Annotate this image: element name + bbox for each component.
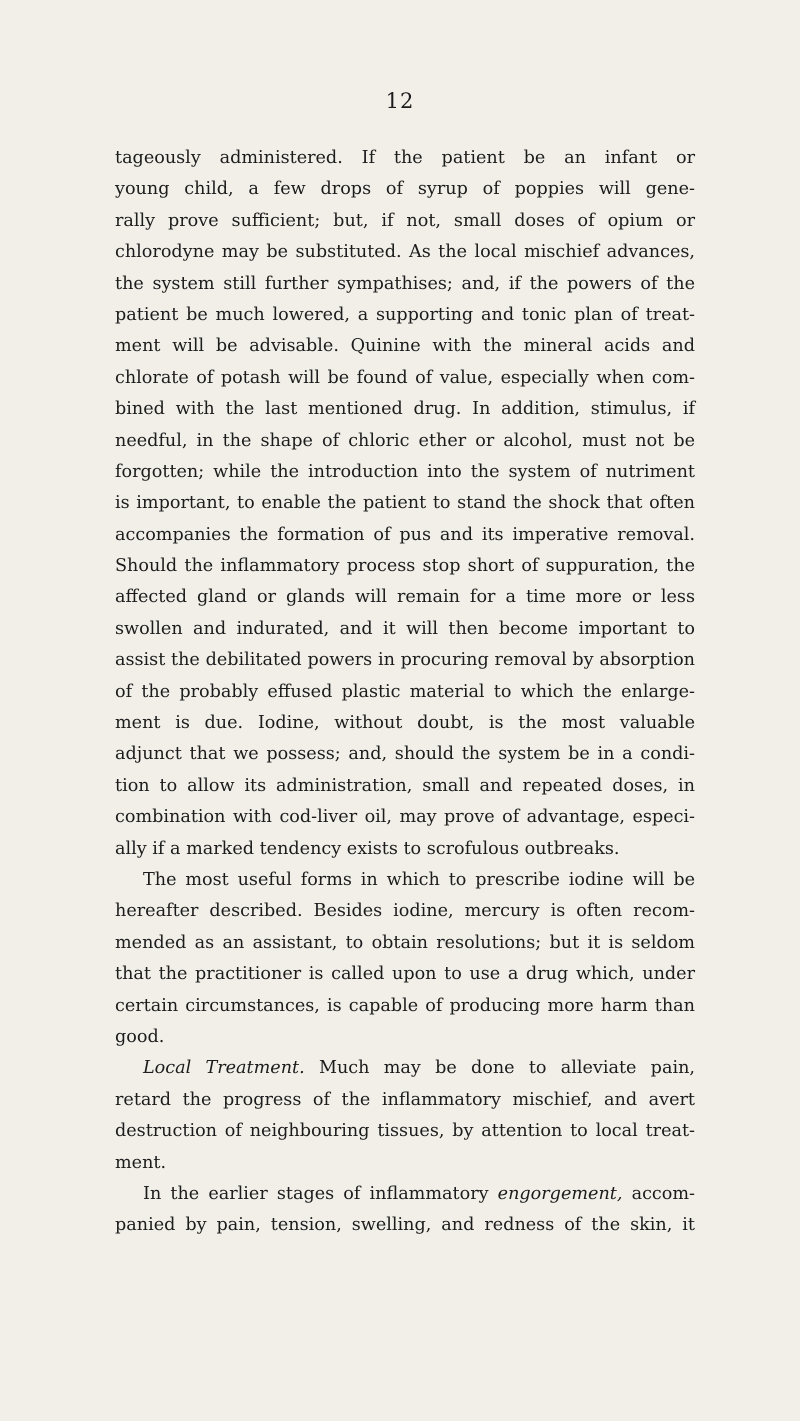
text-line: that the practitioner is called upon to use a drug which, under (115, 964, 695, 985)
text-line: of the probably effused plastic material to which the enlarge- (115, 681, 695, 702)
text-span: In the earlier stages of inflammatory (143, 1183, 498, 1204)
emphasis-engorgement: engorgement, (497, 1183, 623, 1204)
text-line: young child, a few drops of syrup of poppies will gene- (115, 179, 695, 200)
text-line: Should the inflammatory process stop short of suppuration, the (115, 556, 695, 577)
text-line (115, 1179, 695, 1210)
page-number: 12 (385, 89, 415, 113)
text-line: bined with the last mentioned drug. In addition, stimulus, if (115, 399, 695, 420)
text-line: panied by pain, tension, swelling, and redness of the skin, it (115, 1215, 695, 1236)
text-line: mended as an assistant, to obtain resolutions; but it is seldom (115, 932, 695, 953)
text-line: ment is due. Iodine, without doubt, is the most valuable (115, 713, 695, 734)
text-line: retard the progress of the inflammatory mischief, and avert (115, 1089, 695, 1110)
paragraph-1 (115, 143, 695, 865)
text-line (115, 1053, 695, 1084)
text-line: good. (115, 1026, 165, 1047)
text-line: tageously administered. If the patient be an infant or (115, 148, 695, 168)
text-line: swollen and indurated, and it will then become important to (115, 618, 695, 639)
text-line: chlorodyne may be substituted. As the local mischief advances, (115, 242, 695, 263)
text-line: accompanies the formation of pus and its imperative removal. (115, 524, 695, 545)
section-heading-local-treatment: Local Treatment. (143, 1058, 305, 1079)
text-line: patient be much lowered, a supporting and tonic plan of treat- (115, 304, 695, 325)
text-line: forgotten; while the introduction into the system of nutriment (115, 461, 695, 482)
text-line: The most useful forms in which to prescribe iodine will be (143, 869, 695, 890)
paragraph-local-treatment (115, 1053, 695, 1179)
text-line: ment will be advisable. Quinine with the mineral acids and (115, 336, 695, 357)
text-line: chlorate of potash will be found of value, especially when com- (115, 367, 695, 388)
text-line: adjunct that we possess; and, should the system be in a condi- (115, 744, 695, 765)
text-line: ment. (115, 1152, 167, 1173)
text-line: affected gland or glands will remain for a time more or less (115, 587, 695, 608)
text-line: assist the debilitated powers in procuring removal by absorption (115, 650, 695, 671)
paragraph-4 (115, 1179, 695, 1242)
text-line: hereafter described. Besides iodine, mercury is often recom- (115, 901, 695, 922)
text-line: ally if a marked tendency exists to scrofulous outbreaks. (115, 838, 620, 859)
text-line: the system still further sympathises; and, if the powers of the (115, 273, 695, 294)
text-line: combination with cod-liver oil, may prove of advantage, especi- (115, 807, 695, 828)
text-line: needful, in the shape of chloric ether or alcohol, must not be (115, 430, 695, 451)
text-line: rally prove sufficient; but, if not, small doses of opium or (115, 210, 695, 231)
text-span: accom- (622, 1183, 695, 1204)
text-line: certain circumstances, is capable of producing more harm than (115, 995, 695, 1016)
text-line: destruction of neighbouring tissues, by attention to local treat- (115, 1121, 695, 1142)
body-text (115, 143, 695, 1242)
text-line: is important, to enable the patient to stand the shock that often (115, 493, 695, 514)
paragraph-2 (115, 865, 695, 1053)
text-line: tion to allow its administration, small and repeated doses, in (115, 775, 695, 796)
text-span: Much may be done to alleviate pain, (304, 1058, 695, 1079)
